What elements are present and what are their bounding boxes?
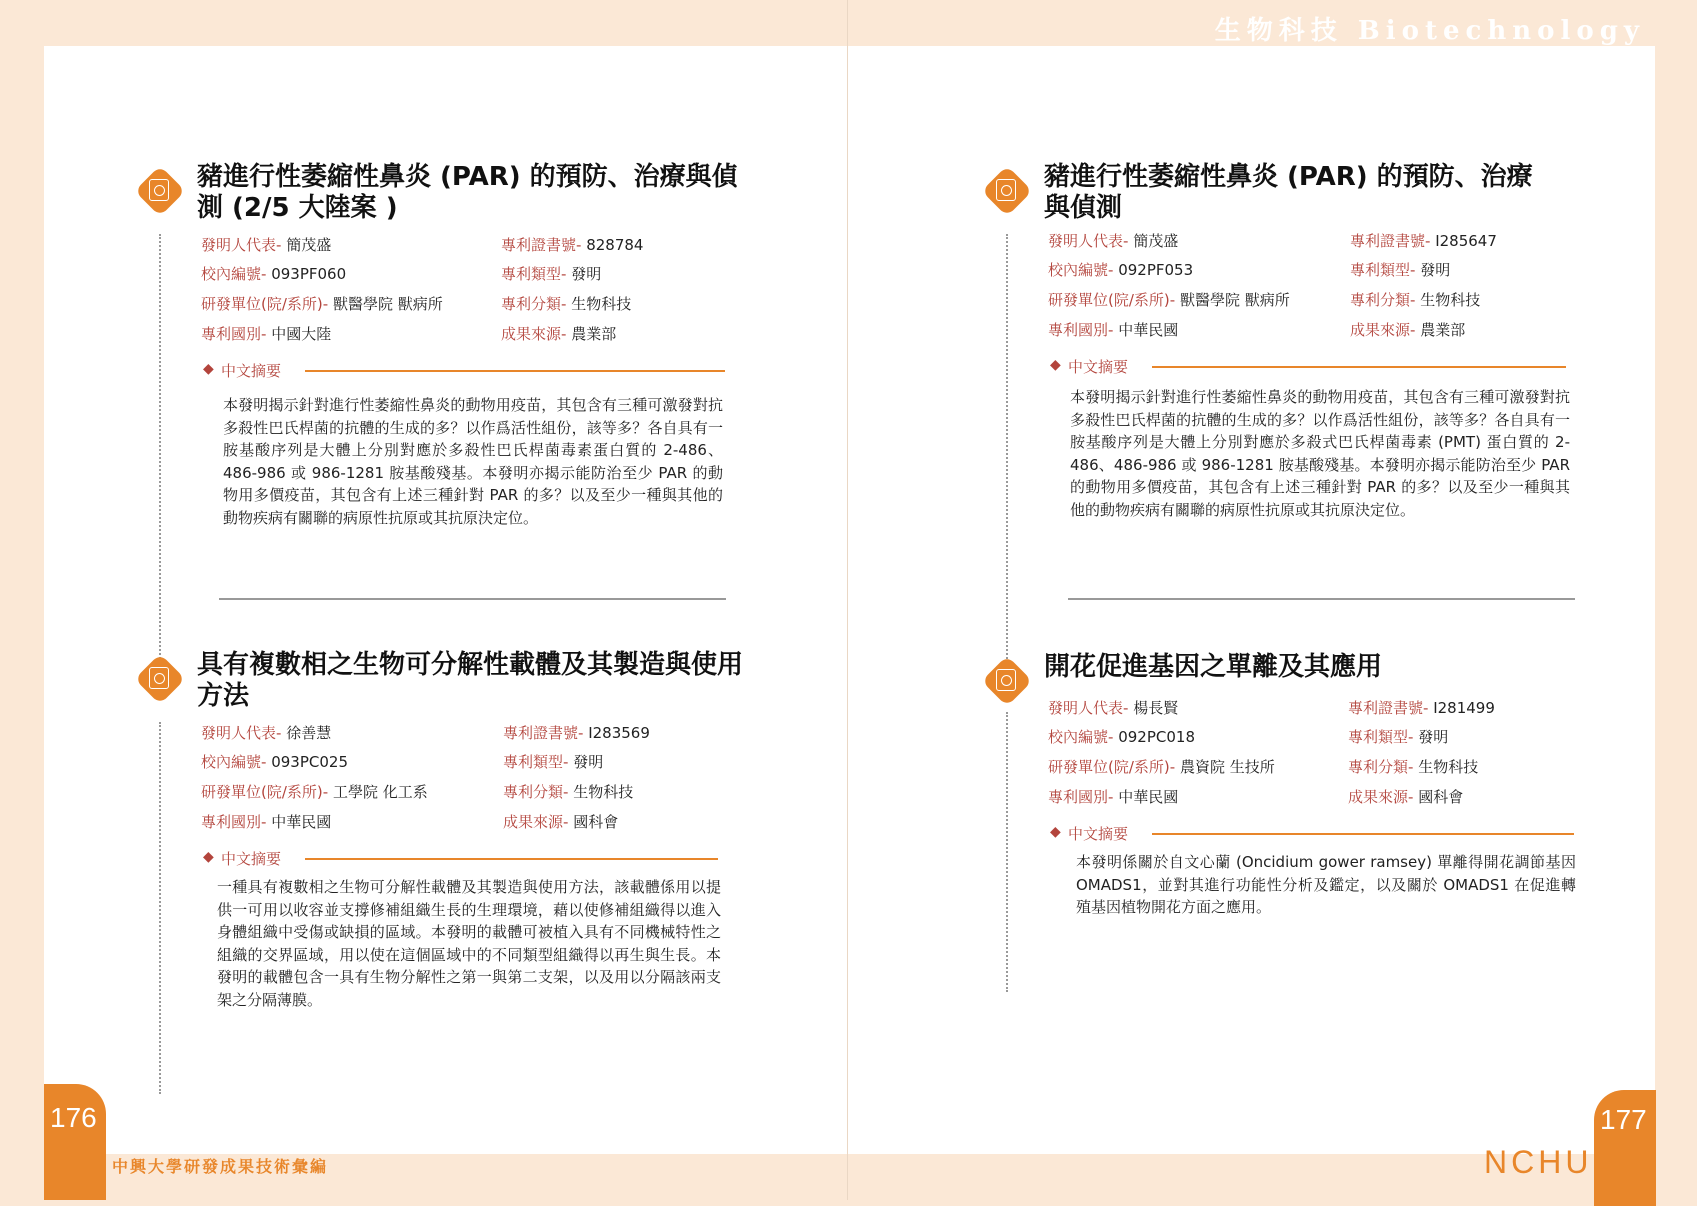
source-value: 農業部	[571, 325, 617, 343]
patent-fields	[1048, 697, 1644, 805]
page-number-tab	[1594, 1090, 1656, 1206]
inventor-value: 楊長賢	[1133, 699, 1179, 717]
abstract-text: 本發明係關於自文心蘭 (Oncidium gower ramsey) 單離得開花調節基因 OMADS1，並對其進行功能性分析及鑑定，以及關於 OMADS1 在促進轉殖基因植物開花方面之應用。	[1076, 853, 1576, 916]
unit-label: 研發單位(院/系所)-	[1048, 291, 1176, 309]
category-label: 專利分類-	[501, 295, 567, 313]
source-value: 農業部	[1420, 321, 1466, 339]
diamond-bullet-icon: ◆	[1050, 824, 1061, 840]
patent-type-value: 發明	[571, 265, 602, 283]
cert-no-value: I285647	[1435, 232, 1497, 250]
internal-no-value: 092PF053	[1118, 261, 1194, 279]
internal-no-value: 092PC018	[1118, 728, 1195, 746]
dotted-guide	[159, 234, 161, 694]
diamond-bullet-icon: ◆	[1050, 357, 1061, 373]
category-value: 生物科技	[571, 295, 632, 313]
country-label: 專利國別-	[201, 813, 267, 831]
patent-title: 具有複數相之生物可分解性載體及其製造與使用方法	[197, 650, 744, 711]
document-badge-icon	[982, 656, 1032, 706]
heading-rule	[1152, 366, 1566, 368]
abstract-heading	[197, 360, 797, 382]
unit-value: 工學院 化工系	[332, 783, 428, 801]
page-number: 176	[50, 1102, 97, 1133]
cert-no-label: 專利證書號-	[1350, 232, 1431, 250]
internal-no-label: 校內編號-	[1048, 728, 1114, 746]
inventor-label: 發明人代表-	[201, 724, 282, 742]
country-value: 中華民國	[1118, 321, 1179, 339]
country-label: 專利國別-	[1048, 788, 1114, 806]
document-badge-icon	[982, 166, 1032, 216]
category-value: 生物科技	[1420, 291, 1481, 309]
document-badge-icon	[135, 166, 185, 216]
inventor-label: 發明人代表-	[1048, 232, 1129, 250]
category-label: 專利分類-	[1350, 291, 1416, 309]
country-value: 中華民國	[271, 813, 332, 831]
source-label: 成果來源-	[503, 813, 569, 831]
patent-type-label: 專利類型-	[503, 753, 569, 771]
patent-fields	[201, 234, 797, 342]
patent-entry	[1044, 652, 1644, 919]
internal-no-label: 校內編號-	[201, 265, 267, 283]
book-spine	[847, 0, 848, 1200]
patent-type-label: 專利類型-	[501, 265, 567, 283]
abstract-heading-label: 中文摘要	[221, 850, 282, 868]
cert-no-label: 專利證書號-	[1348, 699, 1429, 717]
country-label: 專利國別-	[1048, 321, 1114, 339]
section-divider	[1068, 598, 1575, 600]
category-label: 專利分類-	[1348, 758, 1414, 776]
section-divider	[219, 598, 726, 600]
patent-entry	[197, 162, 797, 529]
category-value: 生物科技	[1418, 758, 1479, 776]
patent-title: 開花促進基因之單離及其應用	[1044, 652, 1383, 682]
cert-no-value: 828784	[586, 236, 644, 254]
cert-no-label: 專利證書號-	[503, 724, 584, 742]
dotted-guide	[1006, 234, 1008, 694]
inventor-value: 簡茂盛	[1133, 232, 1179, 250]
inventor-label: 發明人代表-	[201, 236, 282, 254]
patent-entry	[197, 650, 797, 1011]
abstract-heading-label: 中文摘要	[1068, 825, 1129, 843]
unit-value: 農資院 生技所	[1179, 758, 1275, 776]
category-value: 生物科技	[573, 783, 634, 801]
internal-no-label: 校內編號-	[201, 753, 267, 771]
abstract-heading	[197, 848, 797, 870]
book-title: 中興大學研發成果技術彙編	[112, 1157, 329, 1176]
dotted-guide	[1006, 712, 1008, 992]
internal-no-value: 093PF060	[271, 265, 347, 283]
patent-fields	[201, 722, 797, 830]
brand-logo: NCHU	[1484, 1144, 1593, 1180]
patent-fields	[1048, 230, 1644, 338]
heading-rule	[305, 370, 725, 372]
patent-entry	[1044, 162, 1644, 521]
source-label: 成果來源-	[501, 325, 567, 343]
abstract-text: 一種具有複數相之生物可分解性載體及其製造與使用方法，該載體係用以提供一可用以收容並支撐修補組織生長的生理環境，藉以使修補組織得以進入身體組織中受傷或缺損的區域。本發明的載體可被植入具有不同機械特性之組織的交界區域，用以使在這個區域中的不同類型組織得以再生與生長。本發明的載體包含一具有生物分解性之第一與第二支架，以及用以分隔該兩支架之分隔薄膜。	[217, 878, 721, 1009]
source-label: 成果來源-	[1350, 321, 1416, 339]
inventor-label: 發明人代表-	[1048, 699, 1129, 717]
abstract-heading-label: 中文摘要	[221, 362, 282, 380]
internal-no-label: 校內編號-	[1048, 261, 1114, 279]
abstract-text: 本發明揭示針對進行性萎縮性鼻炎的動物用疫苗，其包含有三種可激發對抗多殺性巴氏桿菌的抗體的生成的多？以作爲活性組份，該等多？各自具有一胺基酸序列是大體上分別對應於多殺式巴氏桿菌毒素 (PMT) 蛋白質的 2-486、486-986 或 986-1281 胺基酸殘基。本發明亦揭示能防治至少 PAR 的動物用多價疫苗，其包含有上述三種針對 PAR 的多？以及至少一種與其他的動物疾病有關聯的病原性抗原或其抗原決定位。	[1070, 388, 1570, 519]
patent-type-label: 專利類型-	[1348, 728, 1414, 746]
cert-no-value: I283569	[588, 724, 650, 742]
abstract-heading-label: 中文摘要	[1068, 358, 1129, 376]
unit-value: 獸醫學院 獸病所	[332, 295, 443, 313]
patent-type-value: 發明	[1420, 261, 1451, 279]
inventor-value: 簡茂盛	[286, 236, 332, 254]
patent-type-value: 發明	[1418, 728, 1449, 746]
page-number: 177	[1600, 1104, 1647, 1135]
country-value: 中華民國	[1118, 788, 1179, 806]
abstract-heading	[1044, 823, 1644, 845]
cert-no-label: 專利證書號-	[501, 236, 582, 254]
cert-no-value: I281499	[1433, 699, 1495, 717]
source-label: 成果來源-	[1348, 788, 1414, 806]
patent-type-value: 發明	[573, 753, 604, 771]
abstract-text: 本發明揭示針對進行性萎縮性鼻炎的動物用疫苗，其包含有三種可激發對抗多殺性巴氏桿菌的抗體的生成的多？以作爲活性組份，該等多？各自具有一胺基酸序列是大體上分別對應於多殺性巴氏桿菌毒素蛋白質的 2-486、486-986 或 986-1281 胺基酸殘基。本發明亦揭示能防治至少 PAR 的動物用多價疫苗，其包含有上述三種針對 PAR 的多？以及至少一種與其他的動物疾病有關聯的病原性抗原或其抗原決定位。	[223, 396, 723, 527]
diamond-bullet-icon: ◆	[203, 849, 214, 865]
country-label: 專利國別-	[201, 325, 267, 343]
country-value: 中國大陸	[271, 325, 332, 343]
heading-rule	[1152, 833, 1574, 835]
category-label: 專利分類-	[503, 783, 569, 801]
unit-label: 研發單位(院/系所)-	[201, 783, 329, 801]
internal-no-value: 093PC025	[271, 753, 348, 771]
page-number-tab	[44, 1084, 106, 1200]
dotted-guide	[159, 722, 161, 1094]
unit-value: 獸醫學院 獸病所	[1179, 291, 1290, 309]
unit-label: 研發單位(院/系所)-	[201, 295, 329, 313]
patent-title: 豬進行性萎縮性鼻炎 (PAR) 的預防、治療與偵測 (2/5 大陸案 )	[197, 162, 738, 223]
diamond-bullet-icon: ◆	[203, 361, 214, 377]
section-header: 生物科技 Biotechnology	[1214, 16, 1645, 46]
source-value: 國科會	[573, 813, 619, 831]
heading-rule	[305, 858, 718, 860]
inventor-value: 徐善慧	[286, 724, 332, 742]
abstract-heading	[1044, 356, 1644, 378]
patent-type-label: 專利類型-	[1350, 261, 1416, 279]
patent-title: 豬進行性萎縮性鼻炎 (PAR) 的預防、治療與偵測	[1044, 162, 1533, 223]
source-value: 國科會	[1418, 788, 1464, 806]
document-badge-icon	[135, 654, 185, 704]
unit-label: 研發單位(院/系所)-	[1048, 758, 1176, 776]
